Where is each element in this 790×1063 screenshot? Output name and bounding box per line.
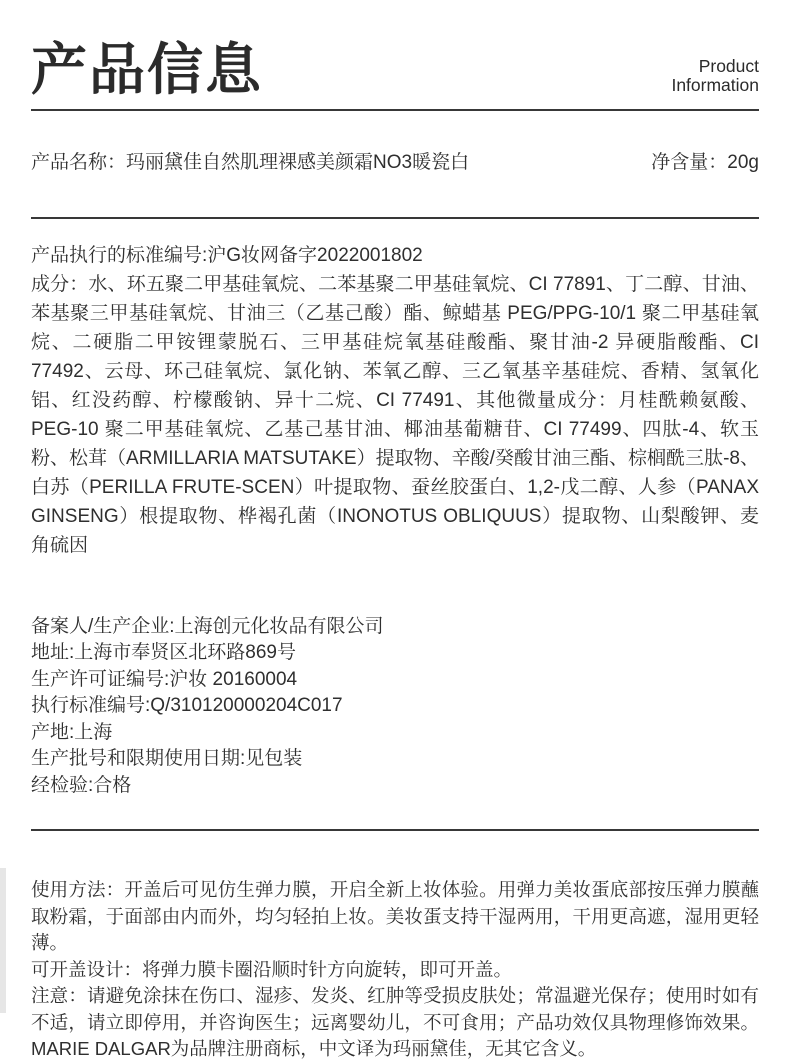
page-edge-shadow bbox=[0, 868, 6, 1013]
usage-section bbox=[31, 831, 759, 1063]
ingredients-paragraph bbox=[31, 270, 759, 560]
standards-number-line: 产品执行的标准编号:沪G妆网备字2022001802 bbox=[31, 244, 423, 266]
ingredients-section bbox=[31, 219, 759, 560]
company-line-origin: 产地:上海 bbox=[31, 721, 113, 743]
product-name bbox=[31, 151, 469, 175]
company-line-production-license: 生产许可证编号:沪妆 20160004 bbox=[31, 668, 298, 690]
caution-paragraph: 注意：请避免涂抹在伤口、湿疹、发炎、红肿等受损皮肤处；常温避光保存；使用时如有不适，请立即停用，并咨询医生；远离婴幼儿，不可食用；产品功效仅具物理修饰效果。MARIE DALGAR为品牌注册商标，中文译为玛丽黛佳，无其它含义。 bbox=[31, 985, 759, 1060]
page-header bbox=[31, 0, 759, 109]
company-line-registrant: 备案人/生产企业:上海创元化妆品有限公司 bbox=[31, 615, 384, 637]
divider-top bbox=[31, 109, 759, 111]
product-name-row bbox=[31, 151, 759, 175]
net-content-label: 净含量： bbox=[651, 152, 728, 173]
net-content bbox=[651, 151, 759, 175]
company-line-inspection: 经检验:合格 bbox=[31, 774, 132, 796]
product-name-value: 玛丽黛佳自然肌理裸感美颜霜NO3暖瓷白 bbox=[126, 152, 470, 173]
page-subtitle-line-2: Information bbox=[671, 75, 759, 96]
ingredients-text: 水、环五聚二甲基硅氧烷、二苯基聚二甲基硅氧烷、CI 77891、丁二醇、甘油、苯基聚三甲基硅氧烷、甘油三（乙基己酸）酯、鲸蜡基 PEG/PPG-10/1 聚二甲基硅氧烷、二硬脂二甲铵锂蒙脱石、三甲基硅烷氧基硅酸酯、聚甘油-2 异硬脂酸酯、CI 77492、云母、环己硅氧烷、氯化钠、苯氧乙醇、三乙氧基辛基硅烷、香精、氢氧化铝、红没药醇、柠檬酸钠、异十二烷、CI 77491、其他微量成分：月桂酰赖氨酸、PEG-10 聚二甲基硅氧烷、乙基己基甘油、椰油基葡糖苷、CI 77499、四肽-4、软玉粉、松茸（ARMILLARIA MATSUTAKE）提取物、辛酸/癸酸甘油三酯、棕榈酰三肽-8、白苏（PERILLA FRUTE-SCEN）叶提取物、蚕丝胶蛋白、1,2-戊二醇、人参（PANAX GINSENG）根提取物、桦褐孔菌（INONOTUS OBLIQUUS）提取物、山梨酸钾、麦角硫因 bbox=[31, 273, 759, 556]
company-info-section bbox=[31, 614, 759, 800]
page-title: 产品信息 bbox=[31, 38, 263, 101]
net-content-value: 20g bbox=[727, 152, 759, 173]
product-name-label: 产品名称： bbox=[31, 152, 127, 173]
company-line-address: 地址:上海市奉贤区北环路869号 bbox=[31, 642, 296, 664]
usage-instructions-paragraph: 使用方法：开盖后可见仿生弹力膜，开启全新上妆体验。用弹力美妆蛋底部按压弹力膜蘸取粉霜，于面部由内而外，均匀轻拍上妆。美妆蛋支持干湿两用，干用更高遮，湿用更轻薄。 bbox=[31, 879, 759, 954]
page-subtitle-line-1: Product bbox=[698, 55, 759, 76]
ingredients-label: 成分： bbox=[31, 273, 89, 295]
company-line-batch-expiry: 生产批号和限期使用日期:见包装 bbox=[31, 748, 303, 770]
page-subtitle bbox=[671, 57, 759, 98]
openable-design-paragraph: 可开盖设计：将弹力膜卡圈沿顺时针方向旋转，即可开盖。 bbox=[31, 958, 513, 980]
company-line-standard-number: 执行标准编号:Q/310120000204C017 bbox=[31, 695, 343, 717]
